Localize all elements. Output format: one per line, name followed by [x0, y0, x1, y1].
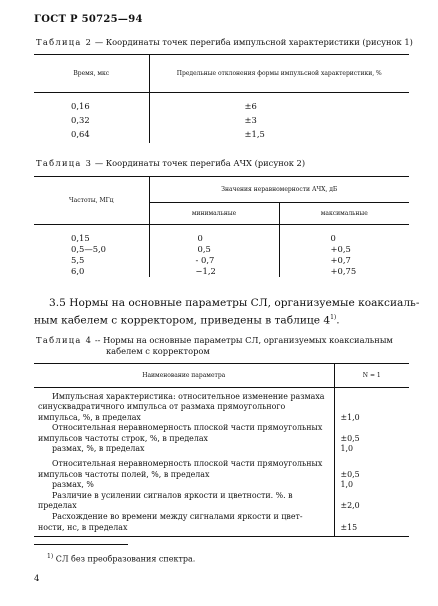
parameter-line: Относительная неравномерность плоской части прямоугольных: [52, 459, 323, 469]
min-cell: - 0,7: [149, 255, 279, 266]
footnote: [47, 553, 195, 564]
table-row: [34, 255, 409, 266]
freq-cell: 5,5: [34, 255, 149, 266]
parameter-line: размах, %: [52, 480, 94, 490]
table3-caption-prefix: Таблица 3: [36, 158, 93, 168]
table-row: [34, 480, 409, 491]
table2: [34, 54, 409, 143]
max-cell: +0,75: [330, 265, 357, 276]
table3-group-header: Значения неравномерности АЧХ, дБ: [149, 177, 409, 203]
parameter-line: импульсов частоты строк, %, в пределах: [38, 433, 209, 443]
parameter-cell: [34, 392, 334, 424]
table4-header-row: [34, 364, 409, 388]
table4-caption-line1: [36, 335, 393, 345]
deviation-cell: ±1,5: [244, 128, 265, 139]
table2-caption-text: — Координаты точек перегиба импульсной характеристики (рисунок 1): [92, 37, 413, 47]
parameter-cell: [34, 480, 334, 491]
freq-cell: 0,15: [34, 233, 149, 244]
deviation-cell: ±3: [244, 114, 257, 125]
footnote-divider: [34, 544, 128, 545]
time-cell: 0,16: [34, 101, 149, 115]
time-cell: 0,64: [34, 129, 149, 143]
parameter-cell: [34, 423, 334, 444]
table4-caption-prefix: Таблица 4: [36, 335, 93, 345]
parameter-line: синусквадратичного импульса от размаха прямоугольного: [38, 402, 286, 412]
page-number: 4: [34, 574, 40, 584]
parameter-line: размах, %, в пределах: [52, 444, 145, 454]
freq-cell: 0,5—5,0: [34, 244, 149, 255]
table-row: [34, 101, 409, 115]
deviation-cell: ±6: [244, 100, 257, 111]
min-cell: −1,2: [149, 266, 279, 277]
parameter-line: пределах: [38, 501, 77, 511]
table3-header-row: [34, 177, 409, 203]
table2-header-row: [34, 55, 409, 93]
value-cell: 1,0: [340, 480, 354, 490]
value-cell: ±2,0: [340, 501, 360, 511]
table-row: [34, 491, 409, 512]
min-cell: 0: [149, 233, 279, 244]
table2-caption-prefix: Таблица 2: [36, 37, 93, 47]
table-row: [34, 129, 409, 143]
footnote-ref: 1): [330, 314, 337, 321]
section-3-5-line2-text: ным кабелем с корректором, приведены в таблице 4: [34, 314, 331, 327]
max-cell: +0,5: [330, 243, 351, 254]
parameter-line: импульсов частоты полей, %, в пределах: [38, 469, 210, 479]
parameter-line: Различие в усилении сигналов яркости и цветности. %. в: [52, 490, 293, 500]
parameter-line: ности, нс, в пределах: [38, 522, 128, 532]
table-row: [34, 233, 409, 244]
section-3-5-line2-end: .: [336, 314, 340, 327]
table2-col1-header: Время, мкс: [34, 55, 149, 93]
max-cell: 0: [330, 232, 336, 243]
value-cell: 1,0: [340, 444, 354, 454]
min-cell: 0,5: [149, 244, 279, 255]
section-3-5-line1: 3.5 Нормы на основные параметры СЛ, организуемые коаксиаль-: [49, 297, 420, 309]
footnote-text: СЛ без преобразования спектра.: [53, 554, 196, 564]
table4: [34, 363, 409, 537]
table4-caption-line2: кабелем с корректором: [106, 346, 210, 356]
table2-caption: [36, 37, 413, 47]
value-cell: ±0,5: [340, 433, 360, 443]
table2-col2-header: Предельные отклонения формы импульсной характеристики, %: [149, 55, 409, 93]
table4-col2-header: N = 1: [334, 364, 409, 388]
parameter-line: Расхождение во времени между сигналами яркости и цвет-: [52, 512, 303, 522]
footnote-mark: 1): [47, 553, 54, 560]
page-header: ГОСТ Р 50725—94: [34, 14, 143, 25]
value-cell: ±1,0: [340, 412, 360, 422]
table-row: [34, 444, 409, 455]
freq-cell: 6,0: [34, 266, 149, 277]
table-row: [34, 392, 409, 424]
parameter-cell: [34, 459, 334, 480]
table-row: [34, 244, 409, 255]
table4-caption-text1: -- Нормы на основные параметры СЛ, организуемых коаксиальным: [92, 335, 393, 345]
table3-min-header: минимальные: [149, 203, 279, 225]
table3: [34, 176, 409, 277]
table4-col1-header: Наименование параметра: [34, 364, 334, 388]
max-cell: +0,7: [330, 254, 351, 265]
parameter-cell: [34, 491, 334, 512]
parameter-line: Импульсная характеристика: относительное изменение размаха: [52, 391, 325, 401]
table3-caption: [36, 158, 305, 168]
time-cell: 0,32: [34, 115, 149, 129]
parameter-line: импульса, %, в пределах: [38, 412, 141, 422]
table-row: [34, 512, 409, 537]
table-row: [34, 423, 409, 444]
table-row: [34, 266, 409, 277]
section-3-5-line2: [34, 311, 340, 328]
table3-col1-header: Частоты, МГц: [34, 177, 149, 225]
value-cell: ±0,5: [340, 469, 360, 479]
parameter-cell: [34, 512, 334, 537]
value-cell: ±15: [334, 512, 409, 537]
parameter-line: Относительная неравномерность плоской части прямоугольных: [52, 423, 323, 433]
table-row: [34, 459, 409, 480]
table-row: [34, 115, 409, 129]
table3-caption-text: — Координаты точек перегиба АЧХ (рисунок 2): [92, 158, 306, 168]
parameter-cell: [34, 444, 334, 455]
table3-max-header: максимальные: [279, 203, 409, 225]
